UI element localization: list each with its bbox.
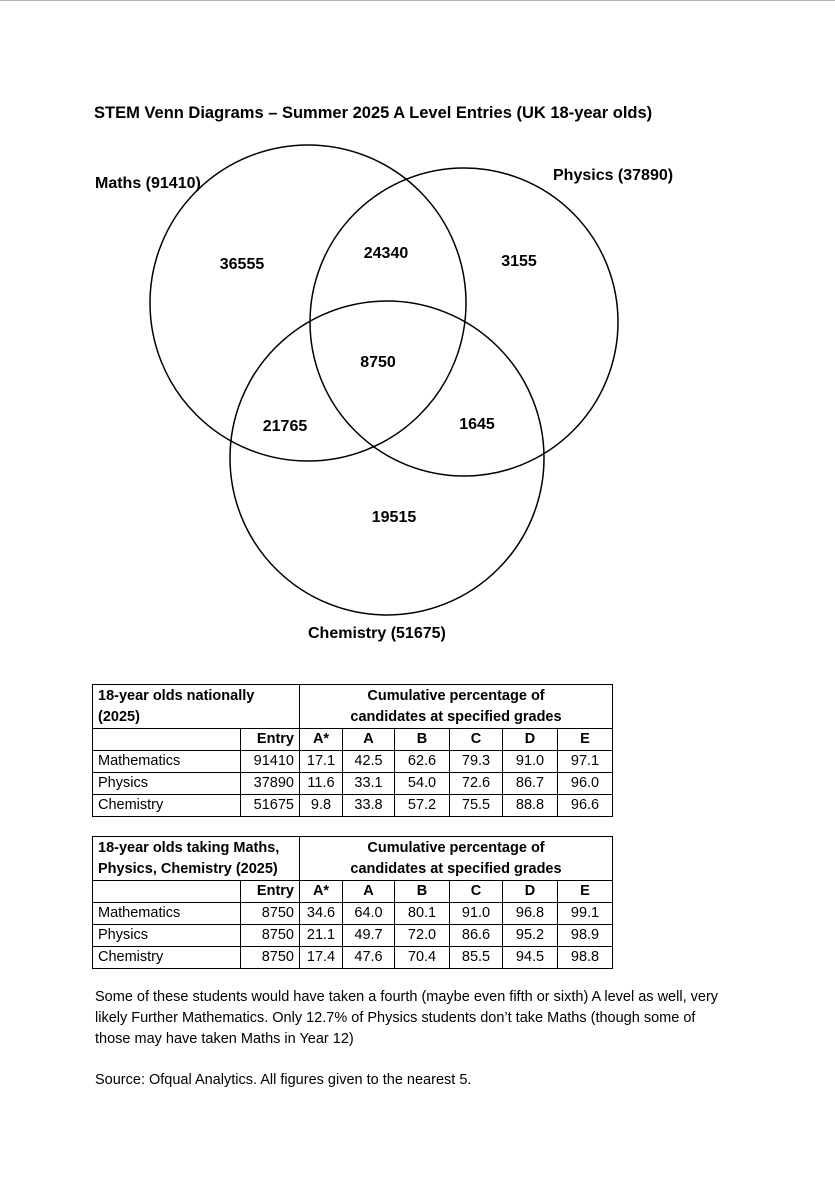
chemistry-set-label: Chemistry (51675) [308, 625, 446, 642]
grade-cell: 33.1 [343, 773, 395, 795]
table-row [93, 751, 613, 773]
subject-cell: Chemistry [93, 795, 241, 817]
grade-cell: 21.1 [300, 925, 343, 947]
table-row [93, 773, 613, 795]
grade-cell: 91.0 [450, 903, 503, 925]
subject-cell: Chemistry [93, 947, 241, 969]
table-row [93, 947, 613, 969]
grade-cell: 64.0 [343, 903, 395, 925]
grade-cell: 80.1 [395, 903, 450, 925]
grade-cell: 96.8 [503, 903, 558, 925]
region-all-three: 8750 [360, 354, 396, 371]
grade-cell: 49.7 [343, 925, 395, 947]
grade-astar-header: A* [300, 729, 343, 751]
grade-a-header: A [343, 729, 395, 751]
region-physics-only: 3155 [501, 253, 537, 270]
maths-circle [150, 145, 466, 461]
table-row [93, 903, 613, 925]
page-title: STEM Venn Diagrams – Summer 2025 A Level Entries (UK 18-year olds) [94, 104, 653, 122]
grade-c-header: C [450, 881, 503, 903]
grade-d-header: D [503, 729, 558, 751]
entry-cell: 51675 [241, 795, 300, 817]
grade-e-header: E [558, 881, 613, 903]
grade-cell: 72.0 [395, 925, 450, 947]
grade-e-header: E [558, 729, 613, 751]
source-note: Source: Ofqual Analytics. All figures given to the nearest 5. [95, 1072, 472, 1088]
grade-cell: 98.8 [558, 947, 613, 969]
grade-cell: 33.8 [343, 795, 395, 817]
subject-cell: Physics [93, 925, 241, 947]
grade-cell: 91.0 [503, 751, 558, 773]
physics-set-label: Physics (37890) [553, 167, 674, 184]
subject-cell: Physics [93, 773, 241, 795]
explanatory-note: Some of these students would have taken a fourth (maybe even fifth or sixth) A level as well, very likely Further Mathematics. Only 12.7% of Physics students don’t take Maths (though some of those may have taken Maths in Year 12) [95, 989, 719, 1047]
entry-cell: 91410 [241, 751, 300, 773]
grade-cell: 98.9 [558, 925, 613, 947]
grade-cell: 9.8 [300, 795, 343, 817]
grade-d-header: D [503, 881, 558, 903]
grade-cell: 17.1 [300, 751, 343, 773]
grade-cell: 72.6 [450, 773, 503, 795]
grade-cell: 57.2 [395, 795, 450, 817]
grade-cell: 96.0 [558, 773, 613, 795]
grade-cell: 95.2 [503, 925, 558, 947]
grade-cell: 42.5 [343, 751, 395, 773]
mpc-cumulative-header: Cumulative percentage of candidates at specified grades [300, 837, 613, 881]
mpc-column-header-row [93, 881, 613, 903]
region-chemistry-only: 19515 [371, 509, 417, 526]
region-maths-chemistry: 21765 [262, 418, 308, 435]
grade-cell: 79.3 [450, 751, 503, 773]
grade-b-header: B [395, 729, 450, 751]
grade-cell: 62.6 [395, 751, 450, 773]
maths-set-label: Maths (91410) [95, 175, 201, 192]
grade-cell: 17.4 [300, 947, 343, 969]
entry-cell: 37890 [241, 773, 300, 795]
national-column-header-row [93, 729, 613, 751]
national-table-caption: 18-year olds nationally (2025) [93, 685, 300, 729]
entry-column-header: Entry [241, 729, 300, 751]
entry-cell: 8750 [241, 925, 300, 947]
grade-cell: 47.6 [343, 947, 395, 969]
grade-cell: 86.6 [450, 925, 503, 947]
grade-cell: 88.8 [503, 795, 558, 817]
grade-cell: 94.5 [503, 947, 558, 969]
subject-cell: Mathematics [93, 751, 241, 773]
grade-astar-header: A* [300, 881, 343, 903]
grade-c-header: C [450, 729, 503, 751]
grade-b-header: B [395, 881, 450, 903]
grade-cell: 34.6 [300, 903, 343, 925]
grade-cell: 11.6 [300, 773, 343, 795]
region-maths-physics: 24340 [363, 245, 409, 262]
grade-cell: 85.5 [450, 947, 503, 969]
grade-cell: 70.4 [395, 947, 450, 969]
region-physics-chemistry: 1645 [459, 416, 495, 433]
grade-cell: 96.6 [558, 795, 613, 817]
grade-a-header: A [343, 881, 395, 903]
grade-cell: 86.7 [503, 773, 558, 795]
grade-cell: 75.5 [450, 795, 503, 817]
national-cumulative-header: Cumulative percentage of candidates at specified grades [300, 685, 613, 729]
grade-cell: 54.0 [395, 773, 450, 795]
blank-header-cell [93, 729, 241, 751]
table-row [93, 925, 613, 947]
grade-cell: 99.1 [558, 903, 613, 925]
national-grades-table [92, 684, 613, 817]
entry-cell: 8750 [241, 903, 300, 925]
mpc-grades-table [92, 836, 613, 969]
entry-cell: 8750 [241, 947, 300, 969]
subject-cell: Mathematics [93, 903, 241, 925]
table-row [93, 795, 613, 817]
grade-cell: 97.1 [558, 751, 613, 773]
region-maths-only: 36555 [219, 256, 265, 273]
entry-column-header: Entry [241, 881, 300, 903]
blank-header-cell [93, 881, 241, 903]
mpc-table-caption: 18-year olds taking Maths, Physics, Chemistry (2025) [93, 837, 300, 881]
